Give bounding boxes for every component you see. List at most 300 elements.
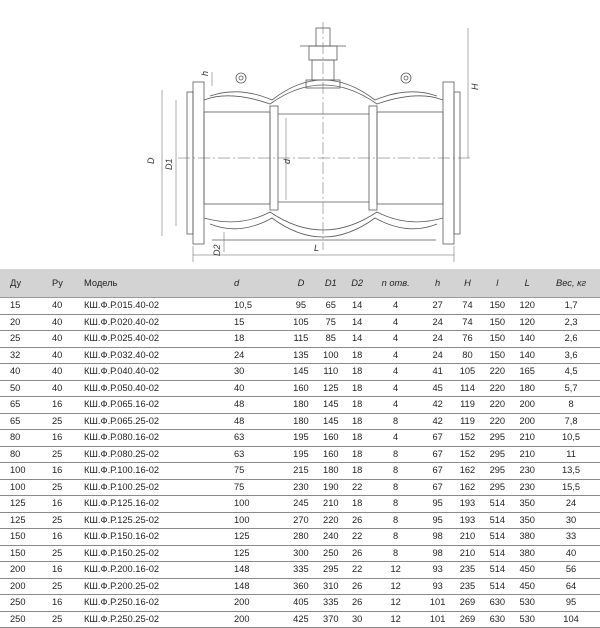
table-cell: 245 <box>286 496 316 513</box>
table-cell: 160 <box>316 446 346 463</box>
table-cell: КШ.Ф.Р.050.40-02 <box>84 380 234 397</box>
table-cell: 350 <box>512 512 542 529</box>
table-cell: 150 <box>0 545 52 562</box>
table-cell: 80 <box>0 430 52 447</box>
table-header-row <box>0 269 600 298</box>
table-cell: 269 <box>453 595 483 612</box>
table-cell: 200 <box>512 397 542 414</box>
table-cell: 100 <box>0 479 52 496</box>
table-cell: 12 <box>369 578 423 595</box>
table-cell: 514 <box>482 545 512 562</box>
table-cell: 67 <box>423 463 453 480</box>
table-cell: 4,5 <box>542 364 600 381</box>
table-cell: 75 <box>316 314 346 331</box>
table-cell: 1,7 <box>542 298 600 315</box>
table-cell: 33 <box>542 529 600 546</box>
table-cell: 200 <box>234 595 286 612</box>
dim-label-d: d <box>282 158 292 164</box>
table-cell: 20 <box>0 314 52 331</box>
table-cell: 145 <box>316 413 346 430</box>
table-cell: 95 <box>286 298 316 315</box>
table-cell: КШ.Ф.Р.100.16-02 <box>84 463 234 480</box>
table-cell: 135 <box>286 347 316 364</box>
table-cell: 4 <box>369 331 423 348</box>
header-cell: L <box>512 269 542 298</box>
table-cell: 74 <box>453 298 483 315</box>
table-cell: КШ.Ф.Р.020.40-02 <box>84 314 234 331</box>
table-cell: 120 <box>512 314 542 331</box>
table-cell: 10,5 <box>542 430 600 447</box>
table-cell: 210 <box>453 529 483 546</box>
dim-label-L: L <box>314 243 320 253</box>
table-row <box>0 331 600 348</box>
table-cell: 162 <box>453 463 483 480</box>
table-cell: 195 <box>286 446 316 463</box>
table-cell: 269 <box>453 611 483 628</box>
table-cell: 13,5 <box>542 463 600 480</box>
table-cell: 180 <box>286 413 316 430</box>
table-cell: 280 <box>286 529 316 546</box>
table-cell: 18 <box>346 364 369 381</box>
table-cell: 12 <box>369 611 423 628</box>
table-cell: 64 <box>542 578 600 595</box>
table-cell: 295 <box>482 463 512 480</box>
table-cell: КШ.Ф.Р.150.16-02 <box>84 529 234 546</box>
table-cell: 200 <box>234 611 286 628</box>
table-cell: 16 <box>52 595 84 612</box>
table-cell: 101 <box>423 595 453 612</box>
table-cell: 220 <box>482 413 512 430</box>
header-cell: D1 <box>316 269 346 298</box>
table-cell: 150 <box>482 347 512 364</box>
table-cell: 25 <box>52 578 84 595</box>
table-cell: 95 <box>542 595 600 612</box>
table-cell: 8 <box>369 545 423 562</box>
table-cell: КШ.Ф.Р.100.25-02 <box>84 479 234 496</box>
table-cell: 100 <box>234 512 286 529</box>
table-cell: 295 <box>482 446 512 463</box>
table-cell: КШ.Ф.Р.040.40-02 <box>84 364 234 381</box>
table-cell: 14 <box>346 314 369 331</box>
table-cell: 3,6 <box>542 347 600 364</box>
header-cell: D2 <box>346 269 369 298</box>
table-cell: 210 <box>316 496 346 513</box>
table-cell: 40 <box>52 314 84 331</box>
table-cell: 114 <box>453 380 483 397</box>
table-cell: 32 <box>0 347 52 364</box>
table-cell: 119 <box>453 413 483 430</box>
table-cell: 215 <box>286 463 316 480</box>
table-cell: 4 <box>369 430 423 447</box>
table-cell: 295 <box>482 430 512 447</box>
table-cell: 18 <box>346 380 369 397</box>
table-cell: 145 <box>316 397 346 414</box>
table-cell: 15 <box>0 298 52 315</box>
table-cell: 530 <box>512 595 542 612</box>
table-cell: 24 <box>423 347 453 364</box>
table-cell: 42 <box>423 413 453 430</box>
table-cell: 22 <box>346 529 369 546</box>
table-cell: 25 <box>52 611 84 628</box>
table-cell: 270 <box>286 512 316 529</box>
table-cell: 105 <box>453 364 483 381</box>
table-row <box>0 364 600 381</box>
table-cell: 15,5 <box>542 479 600 496</box>
table-cell: 110 <box>316 364 346 381</box>
table-row <box>0 397 600 414</box>
dim-label-H: H <box>470 83 480 90</box>
table-cell: КШ.Ф.Р.080.16-02 <box>84 430 234 447</box>
table-cell: 22 <box>346 479 369 496</box>
table-cell: 310 <box>316 578 346 595</box>
header-cell: Вес, кг <box>542 269 600 298</box>
table-cell: 98 <box>423 545 453 562</box>
table-cell: 630 <box>482 595 512 612</box>
table-cell: 40 <box>52 331 84 348</box>
dim-label-D1: D1 <box>164 158 174 170</box>
table-cell: КШ.Ф.Р.025.40-02 <box>84 331 234 348</box>
table-cell: 250 <box>316 545 346 562</box>
header-cell: Ру <box>52 269 84 298</box>
specifications-table <box>0 269 600 628</box>
table-cell: 145 <box>286 364 316 381</box>
table-cell: 18 <box>346 446 369 463</box>
table-cell: 75 <box>234 479 286 496</box>
table-row <box>0 512 600 529</box>
table-cell: 25 <box>0 331 52 348</box>
table-cell: 8 <box>369 463 423 480</box>
table-cell: 56 <box>542 562 600 579</box>
table-cell: 16 <box>52 496 84 513</box>
table-cell: 295 <box>316 562 346 579</box>
table-cell: 380 <box>512 529 542 546</box>
table-cell: 67 <box>423 479 453 496</box>
table-cell: 150 <box>482 298 512 315</box>
table-cell: 230 <box>286 479 316 496</box>
table-cell: 125 <box>234 529 286 546</box>
table-cell: 40 <box>52 380 84 397</box>
table-cell: 26 <box>346 595 369 612</box>
table-cell: 4 <box>369 314 423 331</box>
table-cell: КШ.Ф.Р.200.25-02 <box>84 578 234 595</box>
table-cell: 630 <box>482 611 512 628</box>
table-cell: 16 <box>52 430 84 447</box>
table-cell: КШ.Ф.Р.032.40-02 <box>84 347 234 364</box>
table-cell: 200 <box>512 413 542 430</box>
table-cell: 100 <box>0 463 52 480</box>
header-cell: n отв. <box>369 269 423 298</box>
table-cell: 93 <box>423 578 453 595</box>
table-cell: 193 <box>453 496 483 513</box>
table-cell: 25 <box>52 446 84 463</box>
table-row <box>0 314 600 331</box>
table-cell: 67 <box>423 430 453 447</box>
table-cell: 85 <box>316 331 346 348</box>
table-cell: 26 <box>346 578 369 595</box>
table-cell: 165 <box>512 364 542 381</box>
table-cell: 25 <box>52 479 84 496</box>
table-cell: 425 <box>286 611 316 628</box>
table-cell: 210 <box>453 545 483 562</box>
table-cell: 65 <box>0 413 52 430</box>
table-cell: 25 <box>52 512 84 529</box>
table-cell: 18 <box>346 347 369 364</box>
table-cell: КШ.Ф.Р.125.16-02 <box>84 496 234 513</box>
table-cell: КШ.Ф.Р.200.16-02 <box>84 562 234 579</box>
table-cell: 125 <box>316 380 346 397</box>
table-cell: 105 <box>286 314 316 331</box>
table-cell: 74 <box>453 314 483 331</box>
table-cell: 152 <box>453 446 483 463</box>
table-cell: 5,7 <box>542 380 600 397</box>
table-cell: 8 <box>369 512 423 529</box>
table-cell: 65 <box>0 397 52 414</box>
header-cell: D <box>286 269 316 298</box>
table-row <box>0 463 600 480</box>
table-cell: 95 <box>423 496 453 513</box>
table-cell: 8 <box>542 397 600 414</box>
table-cell: 125 <box>0 512 52 529</box>
table-row <box>0 347 600 364</box>
table-cell: 80 <box>0 446 52 463</box>
table-cell: 230 <box>512 463 542 480</box>
table-cell: 150 <box>482 314 512 331</box>
table-cell: 120 <box>512 298 542 315</box>
table-cell: 40 <box>0 364 52 381</box>
table-cell: 50 <box>0 380 52 397</box>
table-cell: 24 <box>423 314 453 331</box>
table-cell: 8 <box>369 529 423 546</box>
table-cell: 220 <box>482 380 512 397</box>
table-cell: 235 <box>453 562 483 579</box>
table-cell: 295 <box>482 479 512 496</box>
table-cell: 40 <box>542 545 600 562</box>
table-cell: 4 <box>369 364 423 381</box>
table-cell: 190 <box>316 479 346 496</box>
table-cell: 450 <box>512 562 542 579</box>
table-cell: 250 <box>0 595 52 612</box>
table-cell: 2,3 <box>542 314 600 331</box>
table-cell: 80 <box>453 347 483 364</box>
table-cell: 104 <box>542 611 600 628</box>
table-cell: 25 <box>52 413 84 430</box>
table-cell: 40 <box>52 364 84 381</box>
table-cell: 16 <box>52 529 84 546</box>
table-cell: 4 <box>369 347 423 364</box>
table-cell: 240 <box>316 529 346 546</box>
table-cell: 45 <box>423 380 453 397</box>
header-cell: d <box>234 269 286 298</box>
table-cell: 220 <box>482 364 512 381</box>
table-cell: 180 <box>512 380 542 397</box>
table-cell: 180 <box>316 463 346 480</box>
table-cell: 210 <box>512 430 542 447</box>
table-cell: 335 <box>316 595 346 612</box>
table-cell: 119 <box>453 397 483 414</box>
table-cell: 148 <box>234 578 286 595</box>
table-cell: 24 <box>234 347 286 364</box>
table-cell: 93 <box>423 562 453 579</box>
table-cell: 14 <box>346 298 369 315</box>
table-cell: 300 <box>286 545 316 562</box>
table-cell: 25 <box>52 545 84 562</box>
table-cell: 48 <box>234 413 286 430</box>
table-cell: 360 <box>286 578 316 595</box>
table-cell: КШ.Ф.Р.250.16-02 <box>84 595 234 612</box>
table-cell: 18 <box>346 496 369 513</box>
table-cell: 405 <box>286 595 316 612</box>
table-cell: 140 <box>512 331 542 348</box>
table-cell: 200 <box>0 578 52 595</box>
table-cell: 27 <box>423 298 453 315</box>
table-cell: 160 <box>316 430 346 447</box>
table-cell: КШ.Ф.Р.065.25-02 <box>84 413 234 430</box>
table-cell: 335 <box>286 562 316 579</box>
table-cell: 40 <box>52 347 84 364</box>
table-cell: 100 <box>316 347 346 364</box>
table-cell: 40 <box>234 380 286 397</box>
table-row <box>0 430 600 447</box>
table-cell: 18 <box>346 463 369 480</box>
table-row <box>0 562 600 579</box>
table-cell: 75 <box>234 463 286 480</box>
table-cell: 230 <box>512 479 542 496</box>
table-cell: 18 <box>346 413 369 430</box>
table-cell: 30 <box>542 512 600 529</box>
table-cell: 235 <box>453 578 483 595</box>
table-cell: 24 <box>542 496 600 513</box>
table-cell: 95 <box>423 512 453 529</box>
header-cell: h <box>423 269 453 298</box>
valve-drawing <box>0 0 600 268</box>
table-cell: 350 <box>512 496 542 513</box>
table-cell: КШ.Ф.Р.065.16-02 <box>84 397 234 414</box>
header-cell: H <box>453 269 483 298</box>
table-cell: 41 <box>423 364 453 381</box>
table-cell: 63 <box>234 446 286 463</box>
table-row <box>0 496 600 513</box>
table-row <box>0 545 600 562</box>
table-cell: 150 <box>482 331 512 348</box>
table-cell: 16 <box>52 463 84 480</box>
table-cell: КШ.Ф.Р.250.25-02 <box>84 611 234 628</box>
table-row <box>0 446 600 463</box>
header-cell: Модель <box>84 269 234 298</box>
table-cell: 514 <box>482 496 512 513</box>
table-cell: 162 <box>453 479 483 496</box>
table-cell: 210 <box>512 446 542 463</box>
table-cell: 530 <box>512 611 542 628</box>
table-cell: 160 <box>286 380 316 397</box>
table-cell: 8 <box>369 413 423 430</box>
table-cell: 11 <box>542 446 600 463</box>
table-cell: 67 <box>423 446 453 463</box>
table-cell: 220 <box>482 397 512 414</box>
table-cell: 16 <box>52 562 84 579</box>
table-cell: 514 <box>482 529 512 546</box>
table-cell: 65 <box>316 298 346 315</box>
table-cell: 8 <box>369 479 423 496</box>
table-cell: 250 <box>0 611 52 628</box>
table-cell: КШ.Ф.Р.125.25-02 <box>84 512 234 529</box>
table-cell: 125 <box>234 545 286 562</box>
table-cell: 12 <box>369 595 423 612</box>
table-cell: 18 <box>346 430 369 447</box>
header-cell: l <box>482 269 512 298</box>
table-cell: 26 <box>346 512 369 529</box>
table-cell: 4 <box>369 298 423 315</box>
table-row <box>0 380 600 397</box>
table-row <box>0 413 600 430</box>
table-cell: 100 <box>234 496 286 513</box>
table-cell: 200 <box>0 562 52 579</box>
table-cell: 63 <box>234 430 286 447</box>
table-cell: 101 <box>423 611 453 628</box>
table-cell: 125 <box>0 496 52 513</box>
table-cell: 98 <box>423 529 453 546</box>
table-cell: 4 <box>369 397 423 414</box>
table-cell: 30 <box>346 611 369 628</box>
table-cell: 514 <box>482 578 512 595</box>
table-cell: 2,6 <box>542 331 600 348</box>
table-cell: 152 <box>453 430 483 447</box>
table-cell: 48 <box>234 397 286 414</box>
table-cell: 30 <box>234 364 286 381</box>
header-cell: Ду <box>0 269 52 298</box>
table-cell: 450 <box>512 578 542 595</box>
dim-label-D: D <box>146 157 156 164</box>
table-row <box>0 578 600 595</box>
table-cell: 18 <box>346 397 369 414</box>
table-cell: 16 <box>52 397 84 414</box>
table-cell: 514 <box>482 562 512 579</box>
dim-label-h: h <box>200 70 210 76</box>
table-cell: 7,8 <box>542 413 600 430</box>
table-cell: 10,5 <box>234 298 286 315</box>
table-cell: 193 <box>453 512 483 529</box>
table-cell: 180 <box>286 397 316 414</box>
table-cell: 140 <box>512 347 542 364</box>
table-cell: 40 <box>52 298 84 315</box>
table-cell: 26 <box>346 545 369 562</box>
table-cell: 115 <box>286 331 316 348</box>
table-cell: 148 <box>234 562 286 579</box>
dim-label-D2: D2 <box>212 244 222 256</box>
table-cell: 380 <box>512 545 542 562</box>
table-cell: 150 <box>0 529 52 546</box>
table-row <box>0 611 600 628</box>
table-cell: КШ.Ф.Р.080.25-02 <box>84 446 234 463</box>
table-cell: 42 <box>423 397 453 414</box>
table-cell: 24 <box>423 331 453 348</box>
table-cell: 514 <box>482 512 512 529</box>
table-cell: 370 <box>316 611 346 628</box>
table-cell: 15 <box>234 314 286 331</box>
table-cell: 195 <box>286 430 316 447</box>
table-row <box>0 479 600 496</box>
table-cell: КШ.Ф.Р.150.25-02 <box>84 545 234 562</box>
table-cell: 18 <box>234 331 286 348</box>
table-cell: 14 <box>346 331 369 348</box>
table-row <box>0 529 600 546</box>
table-row <box>0 298 600 315</box>
table-cell: 4 <box>369 380 423 397</box>
table-cell: 220 <box>316 512 346 529</box>
table-cell: 76 <box>453 331 483 348</box>
table-cell: 22 <box>346 562 369 579</box>
table-row <box>0 595 600 612</box>
table-cell: 12 <box>369 562 423 579</box>
